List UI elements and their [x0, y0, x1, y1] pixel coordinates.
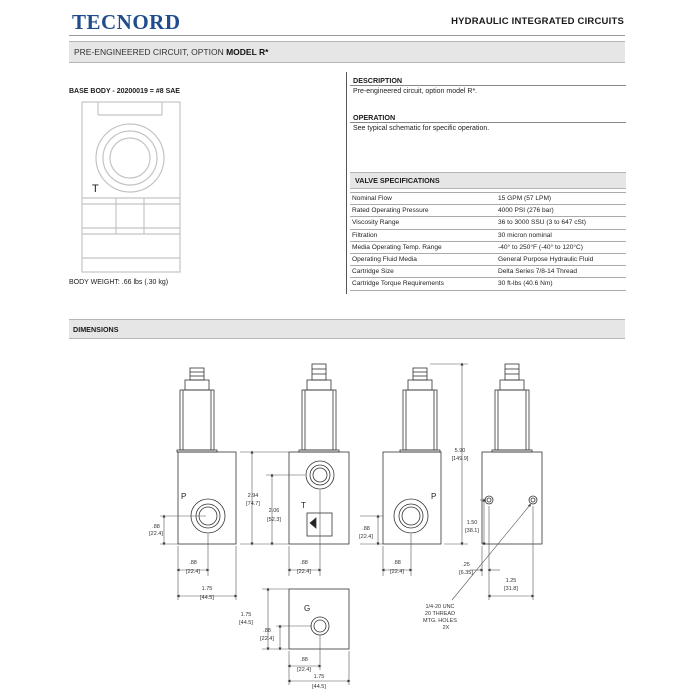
dim-294: 2.94 [247, 493, 259, 499]
header-rule [69, 35, 625, 36]
dim-088-h1-mm: [22.4] [186, 569, 200, 575]
spec-value: 4000 PSI (276 bar) [496, 205, 626, 217]
table-row [350, 229, 626, 241]
dim-175-h1: 1.75 [201, 586, 213, 592]
spec-label: Cartridge Torque Requirements [350, 278, 496, 290]
spec-label: Rated Operating Pressure [350, 205, 496, 217]
subtitle-prefix: PRE-ENGINEERED CIRCUIT, OPTION [74, 47, 224, 57]
dimensions-heading: DIMENSIONS [73, 325, 119, 334]
spec-label: Nominal Flow [350, 193, 496, 205]
description-rule [350, 85, 626, 86]
spec-value: General Purpose Hydraulic Fluid [496, 253, 626, 265]
dim-175-h1-mm: [44.5] [200, 595, 214, 601]
holes-note-line1: 1/4-20 UNC [425, 604, 455, 610]
spec-value: 30 ft-lbs (40.6 Nm) [496, 278, 626, 290]
dim-025-mm: [6.35] [459, 570, 473, 576]
dim-590: 5.90 [454, 448, 466, 454]
spec-label: Operating Fluid Media [350, 253, 496, 265]
dim-088-v3-mm: [22.4] [359, 534, 373, 540]
dim-088-h1: .88 [189, 560, 197, 566]
spec-label: Viscosity Range [350, 217, 496, 229]
valve-specs-heading: VALVE SPECIFICATIONS [355, 176, 440, 185]
dimensions-band [69, 319, 625, 339]
dim-088-v1-mm: [22.4] [149, 531, 163, 537]
holes-note-line4: 2X [442, 625, 450, 631]
dim-206-mm: [52.3] [267, 517, 281, 523]
port-t-label: T [301, 501, 306, 510]
dim-088-h2-mm: [22.4] [297, 569, 311, 575]
dim-590-mm: [149.9] [451, 456, 469, 462]
base-body-port-t: T [92, 183, 99, 195]
dim-125: 1.25 [505, 578, 517, 584]
dim-088-v-bottom: .88 [263, 628, 271, 634]
table-row [350, 205, 626, 217]
dim-088-h3: .88 [393, 560, 401, 566]
dim-025: .25 [462, 562, 470, 568]
subtitle-text [74, 47, 268, 57]
view-front-p [177, 368, 236, 544]
port-p-label: P [181, 492, 187, 501]
dim-175-h-bottom: 1.75 [313, 674, 325, 680]
dimensions-drawing [0, 340, 700, 700]
holes-note-line2: 20 THREAD [424, 611, 456, 617]
view-front-p-mirror [383, 368, 441, 544]
document-title: HYDRAULIC INTEGRATED CIRCUITS [451, 16, 624, 27]
dim-088-v-bottom-mm: [22.4] [260, 636, 274, 642]
spec-value: 15 GPM (57 LPM) [496, 193, 626, 205]
table-row [350, 266, 626, 278]
table-row [350, 253, 626, 265]
spec-value: Delta Series 7/8-14 Thread [496, 266, 626, 278]
view-bottom-g [289, 589, 349, 649]
brand-logo: TECNORD [72, 10, 181, 34]
operation-heading: OPERATION [353, 113, 396, 122]
dim-150: 1.50 [466, 520, 478, 526]
port-p-label-mirror: P [431, 492, 437, 501]
dim-175-v-bottom-mm: [44.5] [239, 620, 253, 626]
subtitle-band [69, 41, 625, 63]
body-weight: BODY WEIGHT: .66 lbs (.30 kg) [69, 279, 169, 286]
dim-125-mm: [31.8] [504, 586, 518, 592]
valve-specs-band [350, 172, 626, 189]
spec-value: 30 micron nominal [496, 229, 626, 241]
dim-175-h-bottom-mm: [44.5] [312, 684, 326, 690]
spec-label: Filtration [350, 229, 496, 241]
valve-specs-table [350, 192, 626, 291]
base-body-label: BASE BODY - 20200019 = #8 SAE [69, 88, 180, 95]
dim-088-h-bottom-mm: [22.4] [297, 667, 311, 673]
dim-088-v1: .88 [152, 524, 160, 530]
dim-088-v3: .88 [362, 526, 370, 532]
dim-088-h2: .88 [300, 560, 308, 566]
operation-text: See typical schematic for specific operation. [353, 125, 490, 132]
dim-175-v-bottom: 1.75 [240, 612, 252, 618]
column-divider [346, 72, 347, 294]
dim-088-h3-mm: [22.4] [390, 569, 404, 575]
holes-note-line3: MTG. HOLES [423, 618, 457, 624]
dim-150-mm: [38.1] [465, 528, 479, 534]
spec-label: Cartridge Size [350, 266, 496, 278]
port-g-label: G [304, 604, 311, 613]
spec-label: Media Operating Temp. Range [350, 241, 496, 253]
subtitle-model: MODEL R* [226, 47, 269, 57]
description-heading: DESCRIPTION [353, 76, 403, 85]
spec-value: -40° to 250°F (-40° to 120°C) [496, 241, 626, 253]
dim-294-mm: [74.7] [246, 501, 260, 507]
dim-088-h-bottom: .88 [300, 657, 308, 663]
base-body-drawing [76, 100, 186, 275]
dim-206: 2.06 [268, 508, 280, 514]
description-text: Pre-engineered circuit, option model R*. [353, 88, 478, 95]
spec-value: 36 to 3000 SSU (3 to 647 cSt) [496, 217, 626, 229]
operation-rule [350, 122, 626, 123]
table-row [350, 217, 626, 229]
view-front-t [289, 364, 349, 544]
table-row [350, 193, 626, 205]
table-row [350, 278, 626, 290]
table-row [350, 241, 626, 253]
